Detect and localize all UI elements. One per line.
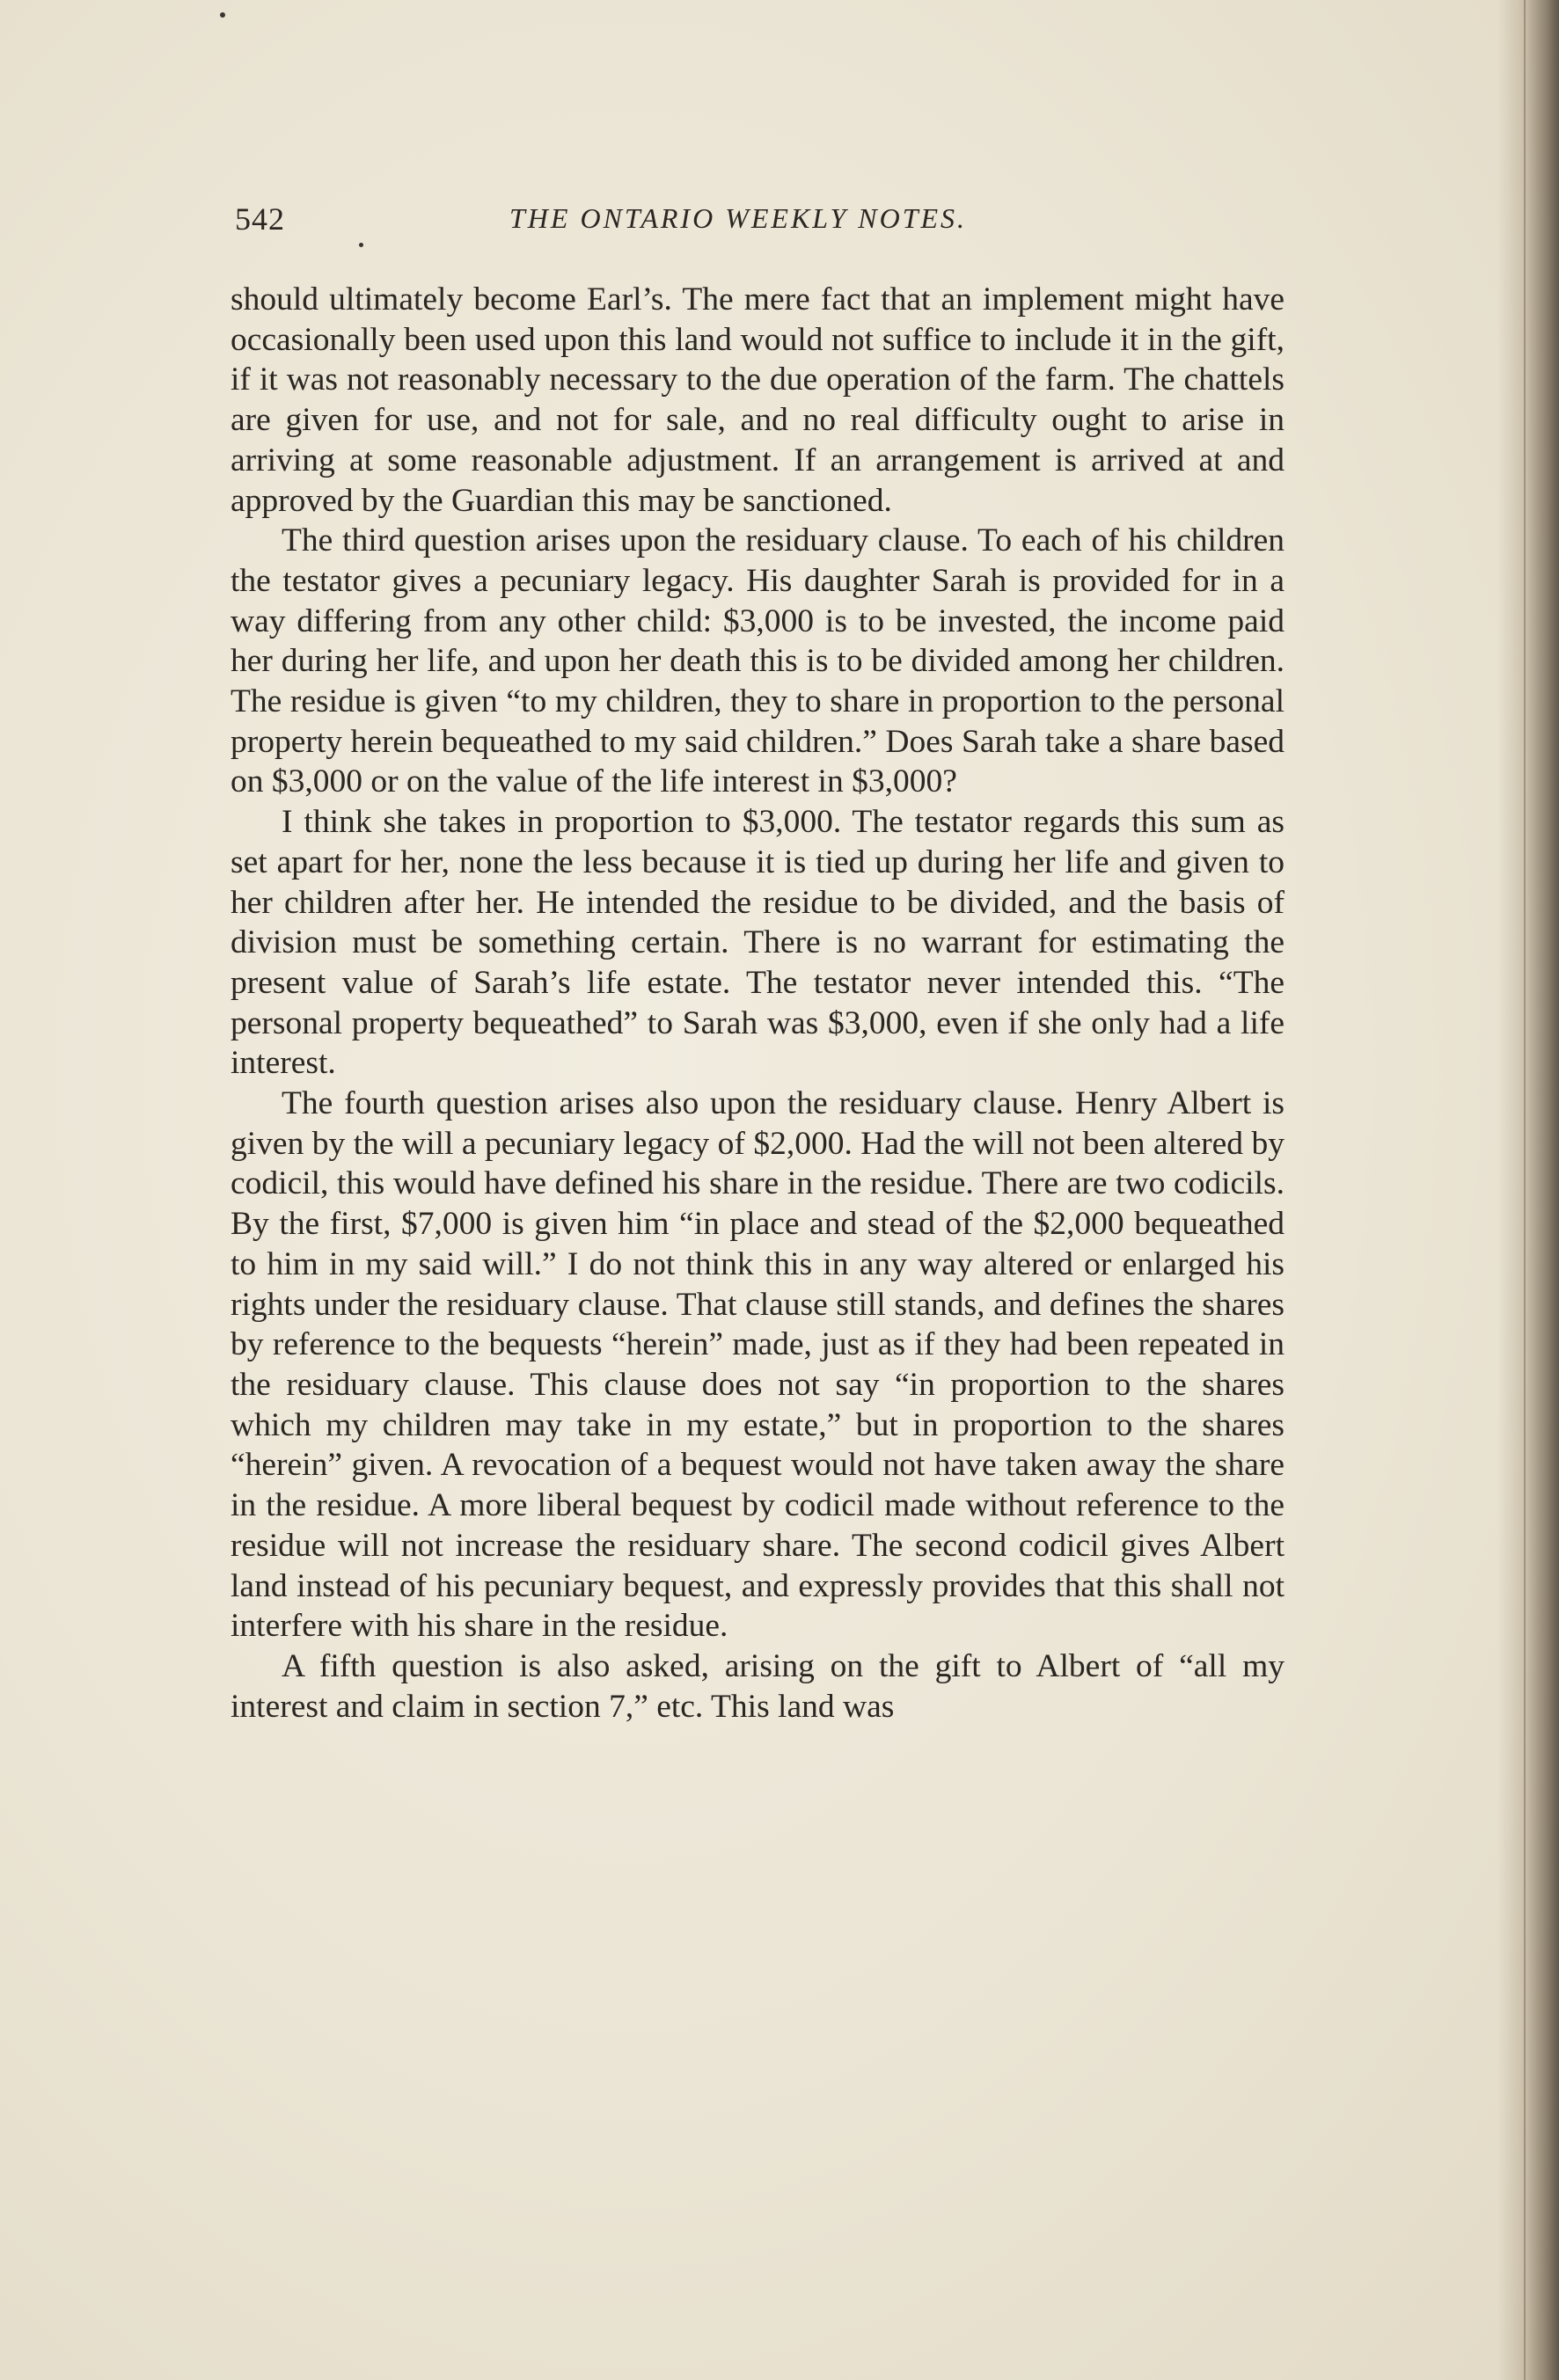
page-edge [1524,0,1526,2380]
page-header [235,201,1291,253]
paragraph-2: The third question arises upon the residuary clause. To each of his children the testator gives a pecuniary legacy. His daughter Sarah is provided for in a way differing from any other child: $3,000 is to be invested, the income paid her during her life, and upon her death this is to be divided among her children. The residue is given “to my children, they to share in proportion to the personal property herein bequeathed to my said children.” Does Sarah take a share based on $3,000 or on the value of the life interest in $3,000? [231,522,1285,800]
ink-speck [220,12,225,18]
spine-shadow [1497,0,1559,2380]
paragraph-4: The fourth question arises also upon the residuary clause. Henry Albert is given by the will a pecuniary legacy of $2,000. Had the will not been altered by codicil, this would have defined his share in the residue. There are two codicils. By the first, $7,000 is given him “in place and stead of the $2,000 bequeathed to him in my said will.” I do not think this in any way altered or enlarged his rights under the residuary clause. That clause still stands, and defines the shares by reference to the bequests “herein” made, just as if they had been repeated in the residuary clause. This clause does not say “in proportion to the shares which my children may take in my estate,” but in proportion to the shares “herein” given. A revocation of a bequest would not have taken away the share in the residue. A more liberal bequest by codicil made without reference to the residue will not increase the residuary share. The second codicil gives Albert land instead of his pecuniary bequest, and expressly provides that this shall not interfere with his share in the residue. [231,1085,1285,1645]
running-title: THE ONTARIO WEEKLY NOTES. [509,202,968,234]
page-number: 542 [235,201,285,237]
paragraph-3: I think she takes in proportion to $3,000. The testator regards this sum as set apart for her, none the less because it is tied up during her life and given to her children after her. He intended the residue to be divided, and the basis of division must be something certain. There is no warrant for estimating the present value of Sarah’s life estate. The testator never intended this. “The personal property bequeathed” to Sarah was $3,000, even if she only had a life interest. [231,804,1285,1082]
paragraph-5: A fifth question is also asked, arising on the gift to Albert of “all my interest and claim in section 7,” etc. This land was [231,1647,1285,1725]
paragraph-1: should ultimately become Earl’s. The mere fact that an implement might have occasionally been used upon this land would not suffice to include it in the gift, if it was not reasonably necessary to the due operation of the farm. The chattels are given for use, and not for sale, and no real difficulty ought to arise in arriving at some reasonable adjustment. If an arrangement is arrived at and approved by the Guardian this may be sanctioned. [231,281,1285,519]
body-text [231,280,1285,1727]
